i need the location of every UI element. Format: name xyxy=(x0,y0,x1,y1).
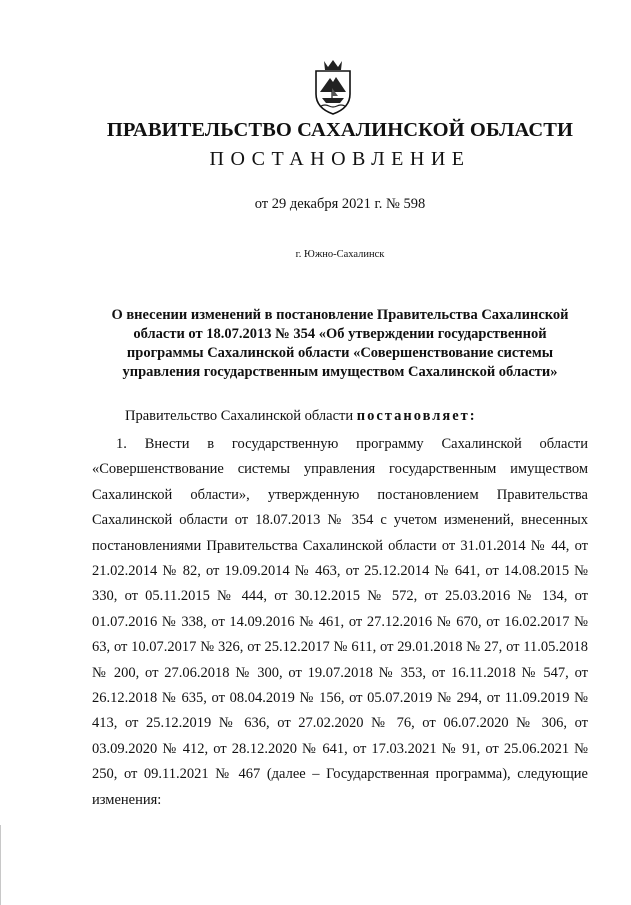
document-type: ПОСТАНОВЛЕНИЕ xyxy=(209,148,471,170)
subject-heading: О внесении изменений в постановление Правительства Сахалинской области от 18.07.2013 № 354 «Об утверждении государственной программы Сахалинской области «Совершенствование системы управления государственным имуществом Сахалинской области» xyxy=(111,307,569,380)
city: г. Южно-Сахалинск xyxy=(295,249,385,260)
preamble-text: Правительство Сахалинской области xyxy=(125,408,357,424)
paragraph-1: 1. Внести в государственную программу Сахалинской области «Совершенствование системы управления государственным имуществом Сахалинской области», утвержденную постановлением Правительства Сахалинской области от 18.07.2013 № 354 с учетом изменений, внесенных постановлениями Правительства Сахалинской области от 31.01.2014 № 44, от 21.02.2014 № 82, от 19.09.2014 № 463, от 25.12.2014 № 641, от 14.08.2015 № 330, от 05.11.2015 № 444, от 30.12.2015 № 572, от 25.03.2016 № 134, от 01.07.2016 № 338, от 14.09.2016 № 461, от 27.12.2016 № 670, от 16.02.2017 № 63, от 10.07.2017 № 326, от 25.12.2017 № 611, от 29.01.2018 № 27, от 11.05.2018 № 200, от 27.06.2018 № 300, от 19.07.2018 № 353, от 16.11.2018 № 547, от 26.12.2018 № 635, от 08.04.2019 № 156, от 05.07.2019 № 294, от 11.09.2019 № 413, от 25.12.2019 № 636, от 27.02.2020 № 76, от 06.07.2020 № 306, от 03.09.2020 № 412, от 28.12.2020 № 641, от 17.03.2021 № 91, от 25.06.2021 № 250, от 09.11.2021 № 467 (далее – Государственная программа), следующие изменения: xyxy=(92,436,588,808)
coat-of-arms-icon xyxy=(310,58,356,116)
date-and-number: от 29 декабря 2021 г. № 598 xyxy=(254,196,426,212)
preamble-verb: постановляет: xyxy=(356,408,477,424)
scan-edge-line xyxy=(0,825,1,905)
government-title: ПРАВИТЕЛЬСТВО САХАЛИНСКОЙ ОБЛАСТИ xyxy=(106,119,574,141)
preamble xyxy=(125,408,477,425)
